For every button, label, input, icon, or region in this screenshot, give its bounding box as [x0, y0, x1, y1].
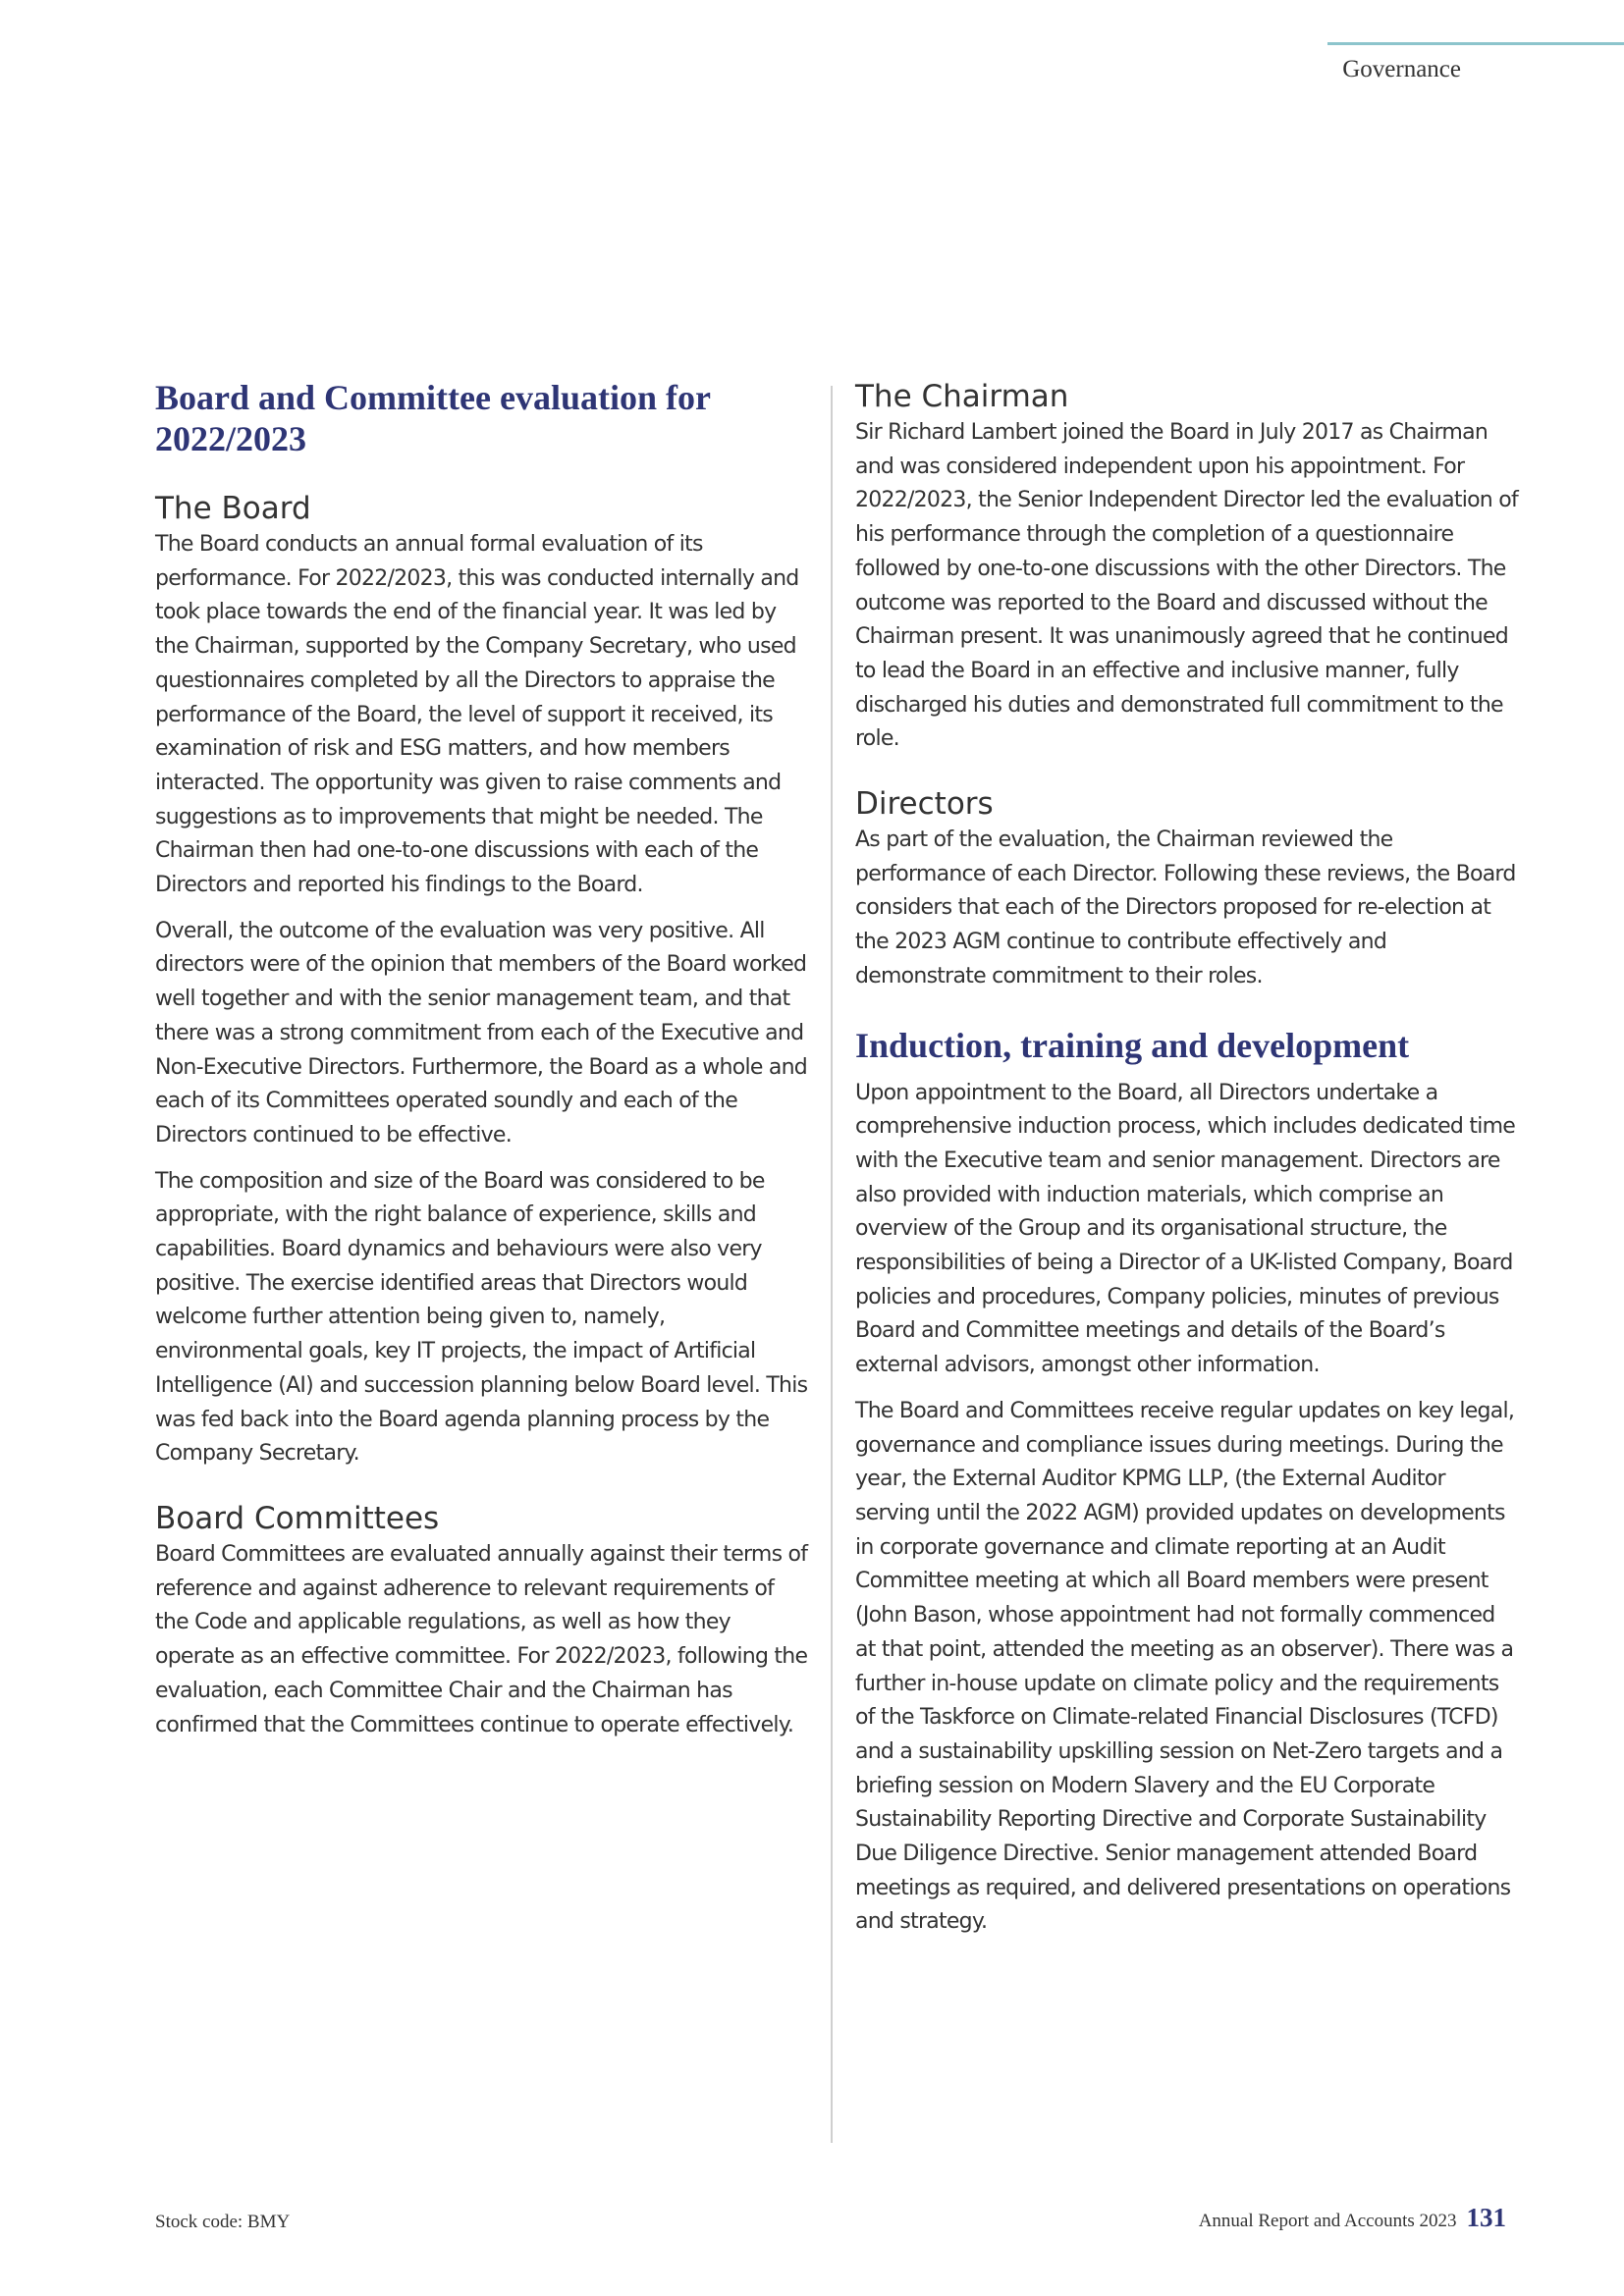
section-label: Governance: [1342, 56, 1461, 82]
header-accent-rule: [1327, 42, 1624, 45]
board-paragraph-1: The Board conducts an annual formal evaluation of its performance. For 2022/2023, this was conducted internally and took place towards the end of the financial year. It was led by the Chairman, supported by the Company Secretary, who used questionnaires completed by all the Directors to appraise the performance of the Board, the level of support it received, its examination of risk and ESG matters, and how members interacted. The opportunity was given to raise comments and suggestions as to improvements that might be needed. The Chairman then had one-to-one discussions with each of the Directors and reported his findings to the Board.: [155, 532, 799, 898]
induction-paragraph-1: Upon appointment to the Board, all Directors undertake a comprehensive induction process, which includes dedicated time with the Executive team and senior management. Directors are also provided with induction materials, which comprise an overview of the Group and its organisational structure, the responsibilities of being a Director of a UK-listed Company, Board policies and procedures, Company policies, minutes of previous Board and Committee meetings and details of the Board’s external advisors, amongst other information.: [855, 1080, 1516, 1378]
left-column: [155, 377, 811, 1754]
page-number: 131: [1466, 2203, 1506, 2232]
directors-heading: Directors: [855, 786, 994, 823]
evaluation-title: Board and Committee evaluation for 2022/2023: [155, 378, 711, 458]
board-committees-heading: Board Committees: [155, 1500, 440, 1536]
board-paragraph-3: The composition and size of the Board was considered to be appropriate, with the right balance of experience, skills and capabilities. Board dynamics and behaviours were also very positive. The exercise identified areas that Directors would welcome further attention being given to, namely, environmental goals, key IT projects, the impact of Artificial Intelligence (AI) and succession planning below Board level. This was fed back into the Board agenda planning process by the Company Secretary.: [155, 1168, 808, 1467]
induction-title: Induction, training and development: [855, 1025, 1410, 1065]
page-footer: [1199, 2203, 1506, 2233]
directors-paragraph: As part of the evaluation, the Chairman reviewed the performance of each Director. Following these reviews, the Board considers that each of the Directors proposed for re-election at the 2023 AGM continue to contribute effectively and demonstrate commitment to their roles.: [855, 828, 1516, 988]
board-paragraph-2: Overall, the outcome of the evaluation was very positive. All directors were of the opinion that members of the Board worked well together and with the senior management team, and that there was a strong commitment from each of the Executive and Non-Executive Directors. Furthermore, the Board as a whole and each of its Committees operated soundly and each of the Directors continued to be effective.: [155, 918, 807, 1148]
right-column: [855, 377, 1518, 1951]
board-committees-paragraph: Board Committees are evaluated annually against their terms of reference and against adherence to relevant requirements of the Code and applicable regulations, as well as how they operate as an effective committee. For 2022/2023, following the evaluation, each Committee Chair and the Chairman has confirmed that the Committees continue to operate effectively.: [155, 1541, 808, 1737]
report-title: Annual Report and Accounts 2023: [1198, 2211, 1457, 2231]
chairman-heading: The Chairman: [855, 379, 1069, 414]
board-heading: The Board: [155, 491, 311, 526]
induction-paragraph-2: The Board and Committees receive regular updates on key legal, governance and compliance issues during meetings. During the year, the External Auditor KPMG LLP, (the External Auditor serving until the 2022 AGM) provided updates on developments in corporate governance and climate reporting at an Audit Committee meeting at which all Board members were present (John Bason, whose appointment had not formally commenced at that point, attended the meeting as an observer). There was a further in-house update on climate policy and the requirements of the Taskforce on Climate-related Financial Disclosures (TCFD) and a sustainability upskilling session on Net-Zero targets and a briefing session on Modern Slavery and the EU Corporate Sustainability Reporting Directive and Corporate Sustainability Due Diligence Directive. Senior management attended Board meetings as required, and delivered presentations on operations and strategy.: [855, 1398, 1515, 1935]
column-divider: [831, 386, 833, 2143]
stock-code: Stock code: BMY: [155, 2212, 291, 2232]
chairman-paragraph: Sir Richard Lambert joined the Board in July 2017 as Chairman and was considered independent upon his appointment. For 2022/2023, the Senior Independent Director led the evaluation of his performance through the completion of a questionnaire followed by one-to-one discussions with the other Directors. The outcome was reported to the Board and discussed without the Chairman present. It was unanimously agreed that he continued to lead the Board in an effective and inclusive manner, fully discharged his duties and demonstrated full commitment to the role.: [855, 420, 1518, 752]
